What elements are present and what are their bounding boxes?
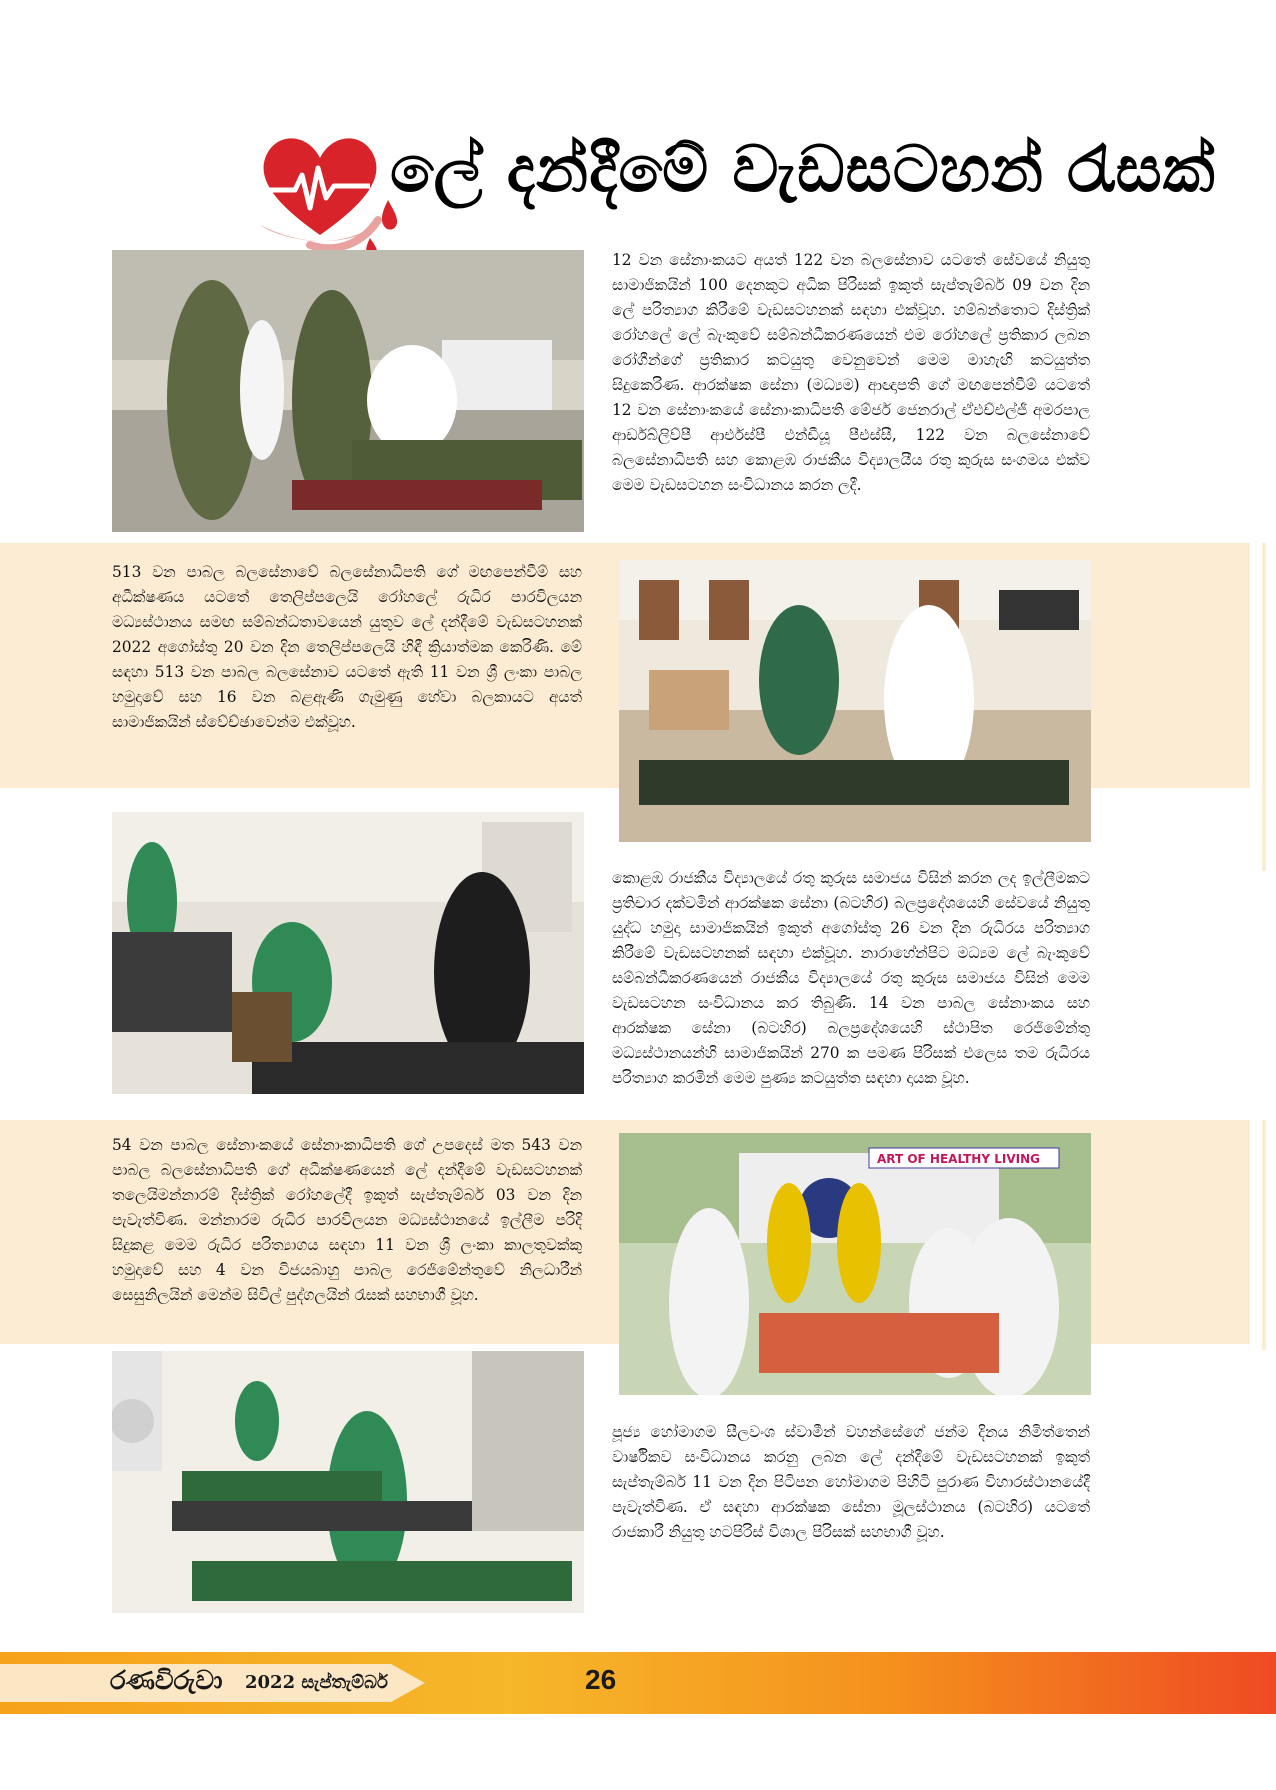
heart-hand-logo-icon [250,120,400,260]
page-title: ලේ දන්දීමේ වැඩසටහන් රැසක් [390,133,1216,207]
side-strip-2 [1262,1120,1266,1350]
article-royal-college: කොළඹ රාජකීය විද්‍යාලයේ රතු කුරුස සමාජය විසින් කරන ලද ඉල්ලීමකට ප්‍රතිචාර දක්වමින් ආරක්ෂක සේනා (බටහිර) බලප්‍රදේශයෙහි සේවයේ නියුතු යුද්ධ හමුදා සාමාජිකයින් ඉකුත් අගෝස්තු 26 වන දින රුධිරය පරිත්‍යාග කිරීමේ වැඩසටහනක් සඳහා එක්වූහ. නාරාහේන්පිට මධ්‍යම ලේ බැංකුවේ සම්බන්ධීකරණයෙන් රාජකීය විද්‍යාලයේ රතු කුරුස සමාජය විසින් මෙම වැඩසටහන සංවිධානය කර තිබුණි. 14 වන පාබල සේනාංකය සහ ආරක්ෂක සේනා (බටහිර) බලප්‍රදේශයෙහි ස්ථාපිත රෙජිමේන්තු මධ්‍යස්ථානයන්හි සාමාජිකයින් 270 ක පමණ පිරිසක් එලෙස තම රුධිරය පරිත්‍යාග කරමින් මෙම පුණ්‍ය කටයුත්ත සඳහා දායක වූහ. [612,869,1090,1087]
page-number: 26 [585,1664,617,1695]
photo-blood-donation-hambantota [112,250,584,532]
article-tellippalai: 513 වන පාබල බලසේනාවේ බලසේනාධිපති ගේ මඟපෙන්වීම් සහ අධීක්ෂණය යටතේ තෙලිප්පලෙයි රෝහලේ රුධිර පාරවිලයන මධ්‍යස්ථානය සමඟ සම්බන්ධතාවයෙන් යුතුව ලේ දන්දීමේ වැඩසටහනක් 2022 අගෝස්තු 20 වන දින තෙලිප්පලෙයි හිඳී ක්‍රියාත්මක කෙරිණි. මේ සඳහා 513 වන පාබල බලසේනාව යටතේ ඇති 11 වන ශ්‍රී ලංකා පාබල හමුදාවේ සහ 16 වන බළඇණි ගැමුණු හේවා බලකායට අයත් සාමාජිකයින් ස්වේච්ඡාවෙන්ම එක්වූහ. [112,563,582,731]
poster-text: ART OF HEALTHY LIVING [877,1152,1040,1166]
issue-date: 2022 සැප්තැම්බර් [245,1672,388,1693]
article-hambantota: 12 වන සේනාංකයට අයත් 122 වන බලසේනාව යටතේ සේවයේ නියුතු සාමාජිකයින් 100 දෙනකුට අධික පිරිසක් ඉකුත් සැප්තැම්බර් 09 වන දින ලේ පරිත්‍යාග කිරීමේ වැඩසටහනක් සඳහා එක්වූහ. හම්බන්තොට දිස්ත්‍රික් රෝහලේ ලේ බැංකුවේ සම්බන්ධීකරණයෙන් එම රෝහලේ ප්‍රතිකාර ලබන රෝගීන්ගේ ප්‍රතිකාර කටයුතු වෙනුවෙන් මෙම මාහැඟි කටයුත්ත සිදුකෙරිණ. ආරක්ෂක සේනා (මධ්‍යම) ආඥාපති ගේ මඟපෙන්වීම් යටතේ 12 වන සේනාංකයේ සේනාංකාධිපති මේජර් ජෙනරාල් ඒඑච්එල්ජී අමරපාල ආර්ඩබ්ලිව්පී ආර්එස්පී එන්ඩීයූ පීඑස්සී, 122 වන බලසේනාවේ බලසේනාධිපති සහ කොළඹ රාජකීය විද්‍යාලයීය රතු කුරුස සංගමය එක්ව මෙම වැඩසටහන සංවිධානය කරන ලදී. [612,251,1090,494]
side-strip-1 [1262,543,1266,871]
magazine-brand: රණවිරුවා [110,1666,223,1696]
page-footer [0,1652,1276,1714]
photo-blood-donation-royal-college [112,812,584,1094]
page-header [250,120,1216,260]
photo-blood-donation-homagama [112,1351,584,1613]
photo-blood-donation-mannar [619,1133,1091,1395]
article-homagama: පූජ්‍ය හෝමාගම සීලවංශ ස්වාමීන් වහන්සේගේ ජන්ම දිනය නිමිත්තෙන් වාර්ෂිකව සංවිධානය කරනු ලබන ලේ දන්දීමේ වැඩසටහනක් ඉකුත් සැප්තැම්බර් 11 වන දින පිටිපන හෝමාගම පිහිටි පුරාණ විහාරස්ථානයේදී පැවැත්විණ. ඒ සඳහා ආරක්ෂක සේනා මූලස්ථානය (බටහිර) යටතේ රාජකාරී නියුතු හටපිරිස් විශාල පිරිසක් සහභාගී වූහ. [612,1423,1090,1541]
article-mannar: 54 වන පාබල සේනාංකයේ සේනාංකාධිපති ගේ උපදෙස් මත 543 වන පාබල බලසේනාධිපති ගේ අධීක්ෂණයෙන් ලේ දන්දීමේ වැඩසටහනක් තලෙයිමන්නාරම් දිස්ත්‍රික් රෝහලේදී ඉකුත් සැප්තැම්බර් 03 වන දින පැවැත්විණ. මන්නාරම රුධිර පාරවිලයන මධ්‍යස්ථානයේ ඉල්ලීම පරිදි සිදුකළ මෙම රුධිර පරිත්‍යාගය සඳහා 11 වන ශ්‍රී ලංකා කාලතුවක්කු හමුදාවේ සහ 4 වන විජයබාහු පාබල රෙජිමේන්තුවේ නිලධාරීන් සෙසුනිලයින් මෙන්ම සිවිල් පුද්ගලයින් රැසක් සහභාගී වූහ. [112,1136,582,1304]
photo-blood-donation-tellippalai [619,560,1091,842]
